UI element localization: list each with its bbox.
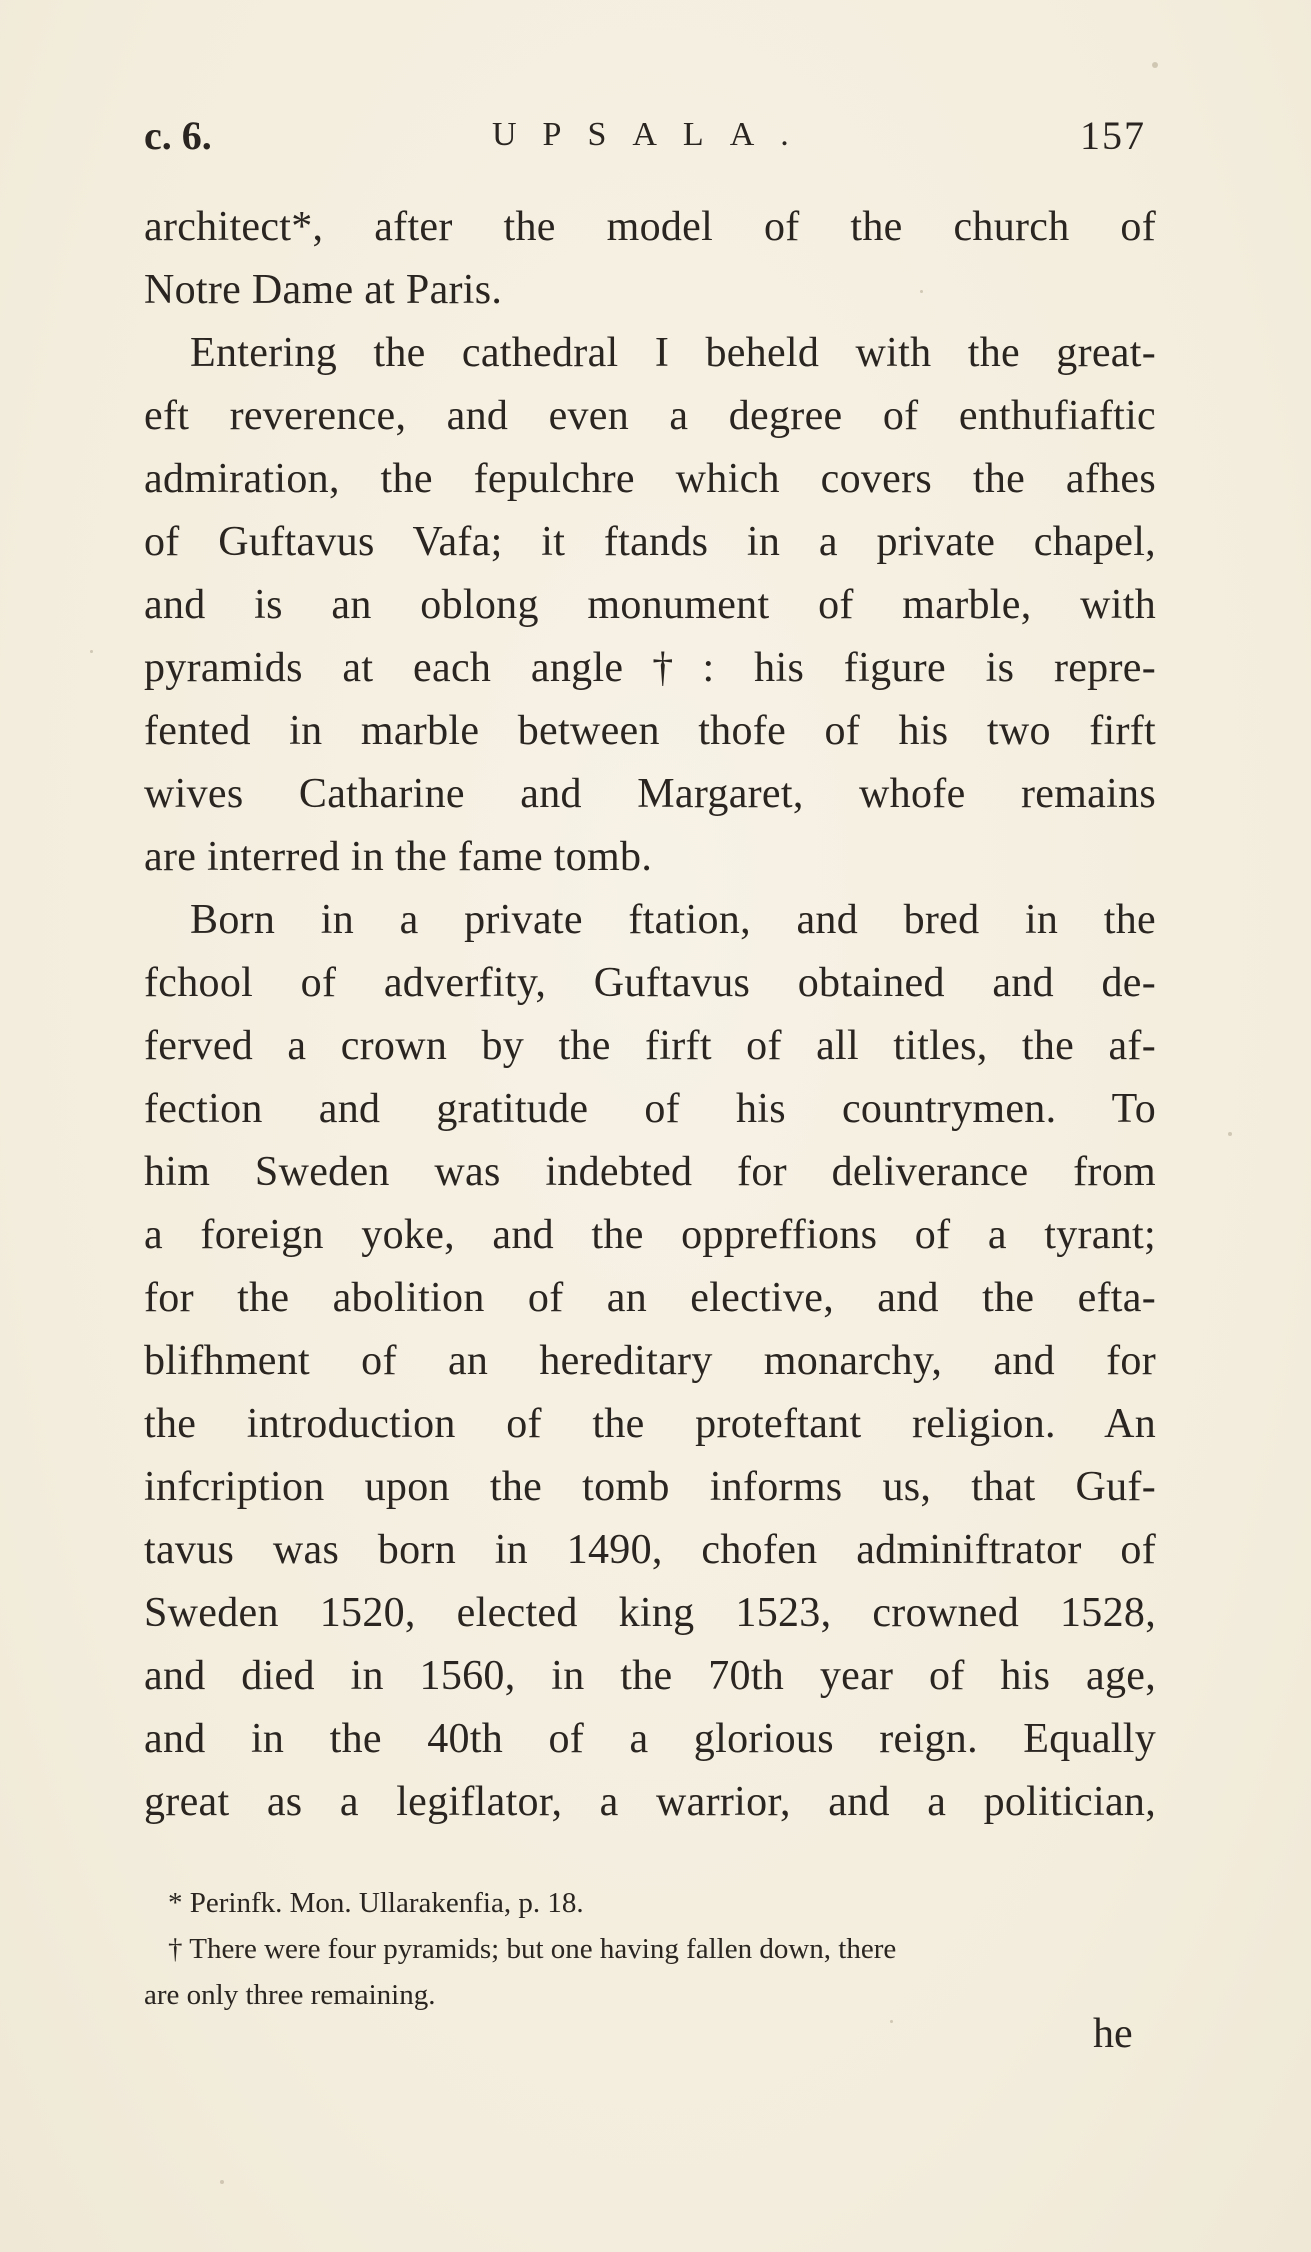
- text-line: fented in marble between thofe of his two firft: [144, 708, 1156, 754]
- text-line: and is an oblong monument of marble, with: [144, 582, 1156, 628]
- running-header: [0, 112, 1311, 172]
- page-number: 157: [1080, 113, 1146, 158]
- paragraph-start-line: Born in a private ftation, and bred in the: [190, 897, 1156, 943]
- text-line: tavus was born in 1490, chofen adminiftrator of: [144, 1527, 1156, 1573]
- catchword: he: [1093, 2011, 1133, 2057]
- body-text: [144, 196, 1156, 1834]
- paper-speck: [90, 650, 93, 653]
- paper-speck: [1152, 62, 1158, 68]
- text-line: are interred in the fame tomb.: [144, 834, 653, 880]
- text-line: great as a legiflator, a warrior, and a politician,: [144, 1779, 1156, 1825]
- text-line: of Guftavus Vafa; it ftands in a private chapel,: [144, 519, 1156, 565]
- text-line: ferved a crown by the firft of all titles, the af-: [144, 1023, 1156, 1069]
- chapter-marker: c. 6.: [144, 113, 212, 158]
- paper-speck: [1228, 1132, 1232, 1136]
- text-line: pyramids at each angle†: his figure is repre-: [144, 645, 1156, 691]
- paragraph-start-line: Entering the cathedral I beheld with the great-: [190, 330, 1156, 376]
- footnotes: [144, 1880, 1174, 2018]
- text-line: architect*, after the model of the church of: [144, 204, 1156, 250]
- footnote-2: † There were four pyramids; but one having fallen down, there: [168, 1933, 897, 1965]
- text-line: Sweden 1520, elected king 1523, crowned 1528,: [144, 1590, 1156, 1636]
- text-line: a foreign yoke, and the oppreffions of a tyrant;: [144, 1212, 1156, 1258]
- text-line: and died in 1560, in the 70th year of his age,: [144, 1653, 1156, 1699]
- text-line: and in the 40th of a glorious reign. Equally: [144, 1716, 1156, 1762]
- paper-speck: [220, 2180, 224, 2184]
- text-line: admiration, the fepulchre which covers the afhes: [144, 456, 1156, 502]
- text-line: blifhment of an hereditary monarchy, and for: [144, 1338, 1156, 1384]
- footnote-2-continued: are only three remaining.: [144, 1979, 436, 2011]
- text-line: the introduction of the proteftant religion. An: [144, 1401, 1156, 1447]
- paper-speck: [890, 2020, 893, 2023]
- running-title: UPSALA.: [492, 116, 815, 153]
- text-line: for the abolition of an elective, and the efta-: [144, 1275, 1156, 1321]
- text-line: fection and gratitude of his countrymen. To: [144, 1086, 1156, 1132]
- text-line: infcription upon the tomb informs us, that Guf-: [144, 1464, 1156, 1510]
- text-line: wives Catharine and Margaret, whofe remains: [144, 771, 1156, 817]
- paper-speck: [920, 290, 923, 293]
- text-line: Notre Dame at Paris.: [144, 267, 503, 313]
- footnote-1: * Perinfk. Mon. Ullarakenfia, p. 18.: [168, 1887, 584, 1919]
- text-line: fchool of adverfity, Guftavus obtained and de-: [144, 960, 1156, 1006]
- text-line: him Sweden was indebted for deliverance from: [144, 1149, 1156, 1195]
- text-line: eft reverence, and even a degree of enthufiaftic: [144, 393, 1156, 439]
